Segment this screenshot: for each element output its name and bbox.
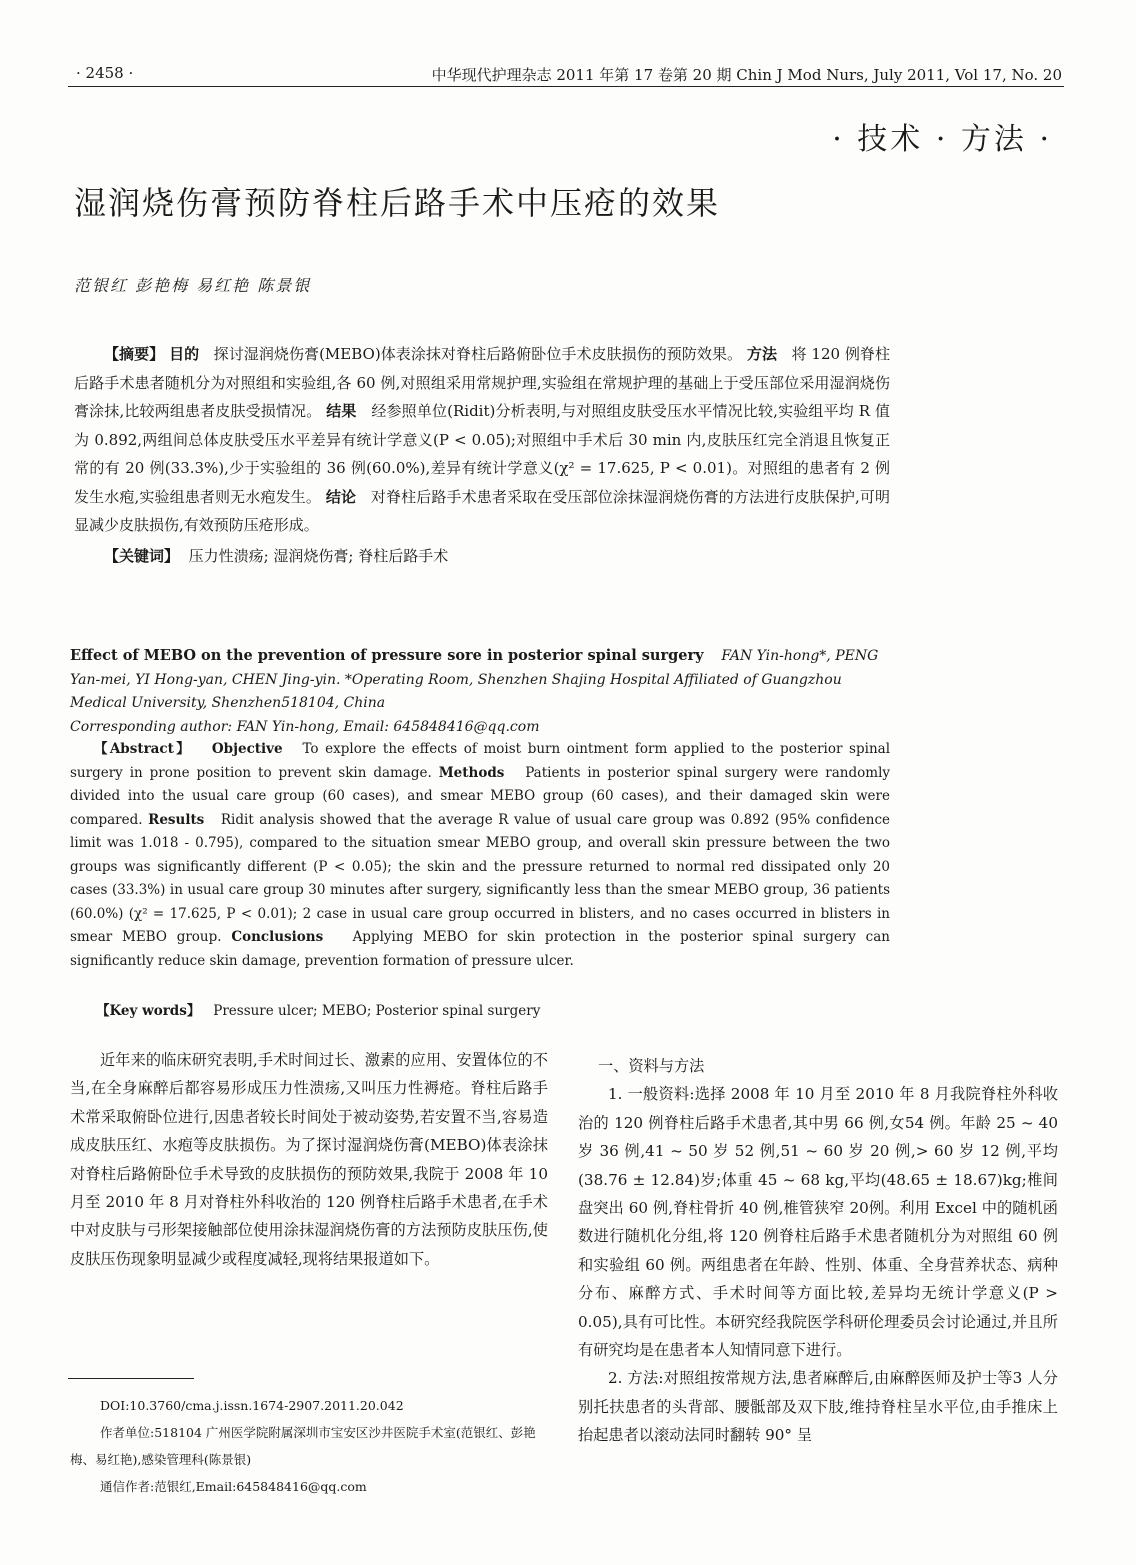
affiliation-footnote: 作者单位:518104 广州医学院附属深圳市宝安区沙井医院手术室(范银红、彭艳梅、易红艳),感染管理科(陈景银) bbox=[70, 1425, 536, 1467]
objective-label: 目的 bbox=[169, 345, 200, 363]
en-objective-text: To explore the effects of moist burn ointment form applied to the posterior spinal surgery in prone position to prevent skin damage. bbox=[70, 741, 891, 781]
corresponding-author: Corresponding author: FAN Yin-hong, Email: 645848416@qq.com bbox=[70, 718, 540, 735]
en-methods-text: Patients in posterior spinal surgery were randomly divided into the usual care group (60 cases), and smear MEBO group (60 cases), and their damaged skin were compared. bbox=[70, 764, 891, 828]
english-abstract bbox=[70, 738, 890, 973]
right-column bbox=[578, 1052, 1058, 1450]
en-keywords-text: Pressure ulcer; MEBO; Posterior spinal surgery bbox=[213, 1003, 541, 1019]
journal-header: 中华现代护理杂志 2011 年第 17 卷第 20 期 Chin J Mod Nurs, July 2011, Vol 17, No. 20 bbox=[431, 66, 1062, 84]
results-text: 经参照单位(Ridit)分析表明,与对照组皮肤受压水平情况比较,实验组平均 R 值为 0.892,两组间总体皮肤受压水平差异有统计学意义(P < 0.05);对照组中手术后 30 min 内,皮肤压红完全消退且恢复正常的有 20 例(33.3%),少于实验组的 36 例(60.0%),差异有统计学意义(χ² = 17.625, P < 0.01)。对照组的患者有 2 例发生水疱,实验组患者则无水疱发生。 bbox=[74, 402, 890, 506]
en-methods-label: Methods bbox=[438, 764, 505, 781]
english-title: Effect of MEBO on the prevention of pressure sore in posterior spinal surgery bbox=[70, 647, 704, 664]
english-authors-affiliation: FAN Yin-hong*, PENG Yan-mei, YI Hong-yan, CHEN Jing-yin. *Operating Room, Shenzhen Shajing Hospital Affiliated of Guangzhou Medical University, Shenzhen518104, China bbox=[70, 648, 879, 711]
objective-text: 探讨湿润烧伤膏(MEBO)体表涂抹对脊柱后路俯卧位手术皮肤损伤的预防效果。 bbox=[213, 345, 743, 363]
keywords-text: 压力性溃疡; 湿润烧伤膏; 脊柱后路手术 bbox=[188, 546, 449, 565]
section-tag: · 技术 · 方法 · bbox=[832, 122, 1052, 157]
chinese-abstract bbox=[74, 340, 890, 570]
correspondence-footnote: 通信作者:范银红,Email:645848416@qq.com bbox=[100, 1479, 367, 1494]
en-conclusions-label: Conclusions bbox=[231, 929, 324, 945]
general-data-paragraph: 1. 一般资料:选择 2008 年 10 月至 2010 年 8 月我院脊柱外科收治的 120 例脊柱后路手术患者,其中男 66 例,女54 例。年龄 25 ~ 40 岁 36 例,41 ~ 50 岁 52 例,51 ~ 60 岁 20 例,> 60 岁 12 例,平均(38.76 ± 12.84)岁;体重 45 ~ 68 kg,平均(48.65 ± 18.67)kg;椎间盘突出 60 例,脊柱骨折 40 例,椎管狭窄 20例。利用 Excel 中的随机函数进行随机化分组,将 120 例脊柱后路手术患者随机分为对照组 60 例和实验组 60 例。两组患者在年龄、性别、体重、全身营养状态、病种分布、麻醉方式、手术时间等方面比较,差异均无统计学意义(P > 0.05),具有可比性。本研究经我院医学科研伦理委员会讨论通过,并且所有研究均是在患者本人知情同意下进行。 bbox=[578, 1085, 1058, 1360]
en-abstract-label: 【Abstract】 bbox=[94, 741, 193, 757]
en-results-label: Results bbox=[148, 811, 205, 828]
abstract-label: 【摘要】 bbox=[104, 345, 165, 363]
keywords-label: 【关键词】 bbox=[104, 546, 180, 565]
conclusion-label: 结论 bbox=[325, 487, 357, 506]
results-label: 结果 bbox=[326, 402, 357, 420]
footnote-rule bbox=[68, 1378, 194, 1379]
en-objective-label: Objective bbox=[211, 741, 283, 757]
doi-footnote: DOI:10.3760/cma.j.issn.1674-2907.2011.20.042 bbox=[100, 1398, 404, 1413]
en-results-text: Ridit analysis showed that the average R value of usual care group was 0.892 (95% confidence limit was 1.018 - 0.795), compared to the situation smear MEBO group, and overall skin pressure between the two groups was significantly different (P < 0.05); the skin and the pressure returned to normal red dissipated only 20 cases (33.3%) in usual care group 30 minutes after surgery, significantly less than the smear MEBO group, 36 patients (60.0%) (χ² = 17.625, P < 0.01); 2 case in usual care group occurred in blisters, and no cases occurred in blisters in smear MEBO group. bbox=[70, 811, 891, 945]
article-title: 湿润烧伤膏预防脊柱后路手术中压疮的效果 bbox=[74, 184, 721, 222]
intro-paragraph: 近年来的临床研究表明,手术时间过长、激素的应用、安置体位的不当,在全身麻醉后都容易形成压力性溃疡,又叫压力性褥疮。脊柱后路手术常采取俯卧位进行,因患者较长时间处于被动姿势,若安置不当,容易造成皮肤压红、水疱等皮肤损伤。为了探讨湿润烧伤膏(MEBO)体表涂抹对脊柱后路俯卧位手术导致的皮肤损伤的预防效果,我院于 2008 年 10 月至 2010 年 8 月对脊柱外科收治的 120 例脊柱后路手术患者,在手术中对皮肤与弓形架接触部位使用涂抹湿润烧伤膏的方法预防皮肤压伤,使皮肤压伤现象明显减少或程度减轻,现将结果报道如下。 bbox=[70, 1051, 548, 1268]
page-number: · 2458 · bbox=[76, 64, 134, 82]
en-keywords-label: 【Key words】 bbox=[96, 1003, 201, 1019]
en-conclusions-text: Applying MEBO for skin protection in the posterior spinal surgery can significantly reduce skin damage, prevention formation of pressure ulcer. bbox=[70, 929, 890, 969]
english-keywords bbox=[96, 999, 540, 1019]
footnotes bbox=[70, 1392, 550, 1500]
english-title-block bbox=[70, 644, 890, 739]
header-rule bbox=[68, 86, 1064, 87]
left-column bbox=[70, 1046, 548, 1273]
methods-paragraph: 2. 方法:对照组按常规方法,患者麻醉后,由麻醉医师及护士等3 人分别托扶患者的头背部、腰骶部及双下肢,维持脊柱呈水平位,由手推床上抬起患者以滚动法同时翻转 90° 呈 bbox=[578, 1369, 1058, 1445]
conclusion-text: 对脊柱后路手术患者采取在受压部位涂抹湿润烧伤膏的方法进行皮肤保护,可明显减少皮肤损伤,有效预防压疮形成。 bbox=[74, 487, 890, 534]
methods-label: 方法 bbox=[746, 345, 778, 363]
author-list: 范银红 彭艳梅 易红艳 陈景银 bbox=[74, 276, 312, 295]
section-heading: 一、资料与方法 bbox=[598, 1057, 705, 1075]
methods-text: 将 120 例脊柱后路手术患者随机分为对照组和实验组,各 60 例,对照组采用常规护理,实验组在常规护理的基础上于受压部位采用湿润烧伤膏涂抹,比较两组患者皮肤受损情况。 bbox=[74, 345, 890, 420]
